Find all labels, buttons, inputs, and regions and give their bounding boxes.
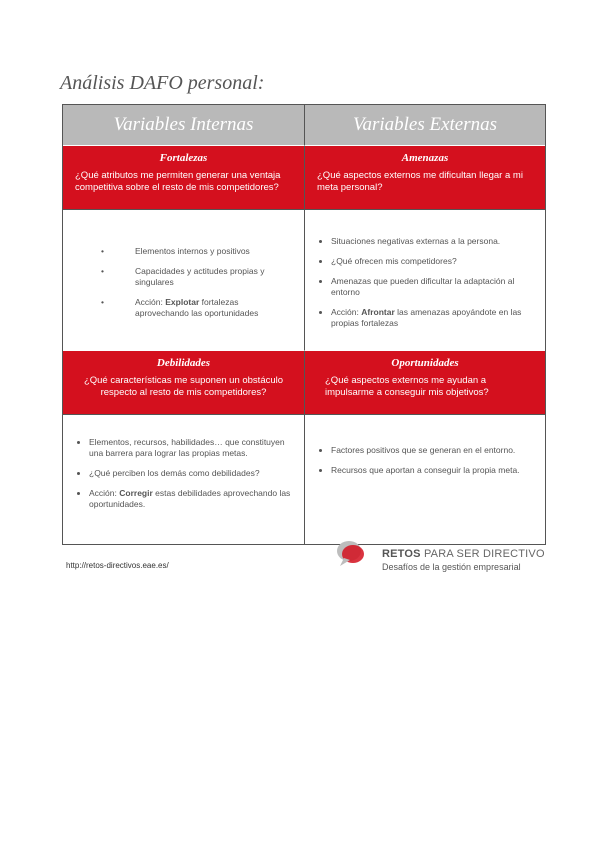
action-verb: Explotar bbox=[165, 297, 200, 307]
logo-title-bold: RETOS bbox=[382, 548, 421, 560]
amenazas-question: ¿Qué aspectos externos me dificultan llegar a mi meta personal? bbox=[317, 170, 523, 193]
oportunidades-list bbox=[305, 445, 545, 476]
debilidades-item bbox=[89, 488, 294, 510]
bottom-body-row bbox=[63, 414, 545, 544]
logo-subtitle: Desafíos de la gestión empresarial bbox=[382, 562, 521, 572]
fortalezas-item: • Elementos internos y positivos bbox=[101, 246, 292, 257]
top-red-row bbox=[63, 145, 545, 209]
amenazas-header bbox=[304, 145, 545, 209]
retos-logo bbox=[336, 538, 546, 582]
action-text: estas debilidades aprovechando las oportunidades. bbox=[89, 488, 291, 509]
amenazas-body bbox=[304, 209, 545, 350]
header-row bbox=[63, 105, 545, 145]
action-prefix: Acción: bbox=[331, 307, 362, 317]
debilidades-title: Debilidades bbox=[156, 357, 211, 369]
action-prefix: Acción: bbox=[135, 297, 166, 307]
oportunidades-item: • Factores positivos que se generan en el entorno. bbox=[331, 445, 535, 456]
debilidades-question: ¿Qué características me suponen un obstáculo respecto al resto de mis competidores? bbox=[83, 375, 284, 398]
oportunidades-header bbox=[304, 350, 545, 414]
page-title: Análisis DAFO personal: bbox=[60, 72, 265, 94]
dafo-grid bbox=[62, 104, 546, 545]
bottom-red-row bbox=[63, 350, 545, 414]
header-internal: Variables Internas bbox=[63, 105, 304, 145]
dafo-document bbox=[58, 64, 544, 582]
action-prefix: Acción: bbox=[89, 488, 120, 498]
debilidades-header bbox=[63, 350, 304, 414]
fortalezas-list bbox=[63, 246, 304, 319]
logo-title bbox=[382, 548, 545, 560]
fortalezas-header bbox=[63, 145, 304, 209]
amenazas-item bbox=[331, 307, 537, 329]
amenazas-title: Amenazas bbox=[401, 152, 449, 164]
fortalezas-item bbox=[101, 297, 292, 319]
fortalezas-title: Fortalezas bbox=[159, 152, 208, 164]
amenazas-item: • ¿Qué ofrecen mis competidores? bbox=[331, 256, 537, 267]
speech-bubble-icon bbox=[336, 540, 366, 566]
oportunidades-body bbox=[304, 414, 545, 544]
footer-url[interactable]: http://retos-directivos.eae.es/ bbox=[66, 561, 169, 570]
action-text: las amenazas apoyándote en las propias fortalezas bbox=[331, 307, 522, 328]
debilidades-item: • ¿Qué perciben los demás como debilidades? bbox=[89, 468, 294, 479]
fortalezas-question: ¿Qué atributos me permiten generar una ventaja competitiva sobre el resto de mis competidores? bbox=[75, 170, 281, 193]
amenazas-list bbox=[305, 236, 545, 329]
action-verb: Afrontar bbox=[361, 307, 395, 317]
header-external: Variables Externas bbox=[304, 105, 545, 145]
fortalezas-item: • Capacidades y actitudes propias y singulares bbox=[101, 266, 292, 288]
fortalezas-body bbox=[63, 209, 304, 350]
oportunidades-item: • Recursos que aportan a conseguir la propia meta. bbox=[331, 465, 535, 476]
debilidades-body bbox=[63, 414, 304, 544]
top-body-row bbox=[63, 209, 545, 350]
debilidades-list bbox=[63, 437, 304, 510]
amenazas-item: • Situaciones negativas externas a la persona. bbox=[331, 236, 537, 247]
debilidades-item: • Elementos, recursos, habilidades… que constituyen una barrera para lograr las propias metas. bbox=[89, 437, 294, 459]
action-text: fortalezas aprovechando las oportunidades bbox=[135, 297, 259, 318]
oportunidades-title: Oportunidades bbox=[391, 357, 459, 369]
amenazas-item: • Amenazas que pueden dificultar la adaptación al entorno bbox=[331, 276, 537, 298]
action-verb: Corregir bbox=[119, 488, 153, 498]
logo-title-rest: PARA SER DIRECTIVO bbox=[420, 548, 545, 560]
oportunidades-question: ¿Qué aspectos externos me ayudan a impulsarme a conseguir mis objetivos? bbox=[325, 375, 489, 398]
